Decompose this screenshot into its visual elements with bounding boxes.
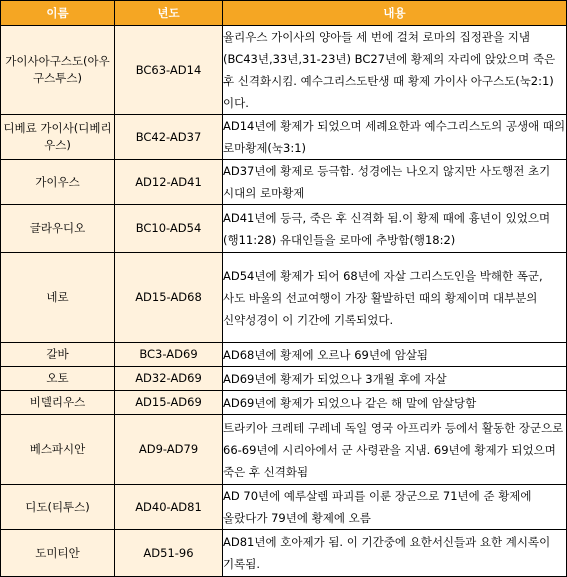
emperor-name: 비델리우스 bbox=[1, 391, 115, 415]
header-row bbox=[1, 1, 567, 26]
emperor-years: AD15-AD68 bbox=[115, 253, 223, 343]
header-description: 내용 bbox=[223, 1, 567, 26]
table-row bbox=[1, 343, 567, 367]
table-row bbox=[1, 485, 567, 530]
emperor-name: 오토 bbox=[1, 367, 115, 391]
emperor-name: 디베료 가이사(디베리우스) bbox=[1, 115, 115, 160]
emperor-years: AD9-AD79 bbox=[115, 415, 223, 485]
emperor-description: 율리우스 가이사의 양아들 세 번에 걸쳐 로마의 집정관을 지냄(BC43년,33년,31-23년) BC27년에 황제의 자리에 앉았으며 죽은 후 신격화시킴. 예수그리스도탄생 때 황제 가이사 아구스도(눅2:1)이다. bbox=[223, 26, 567, 115]
emperor-name: 도미티안 bbox=[1, 530, 115, 577]
emperor-years: AD51-96 bbox=[115, 530, 223, 577]
table-row bbox=[1, 160, 567, 205]
emperor-description: AD37년에 황제로 등극함. 성경에는 나오지 않지만 사도행전 초기 시대의 로마황제 bbox=[223, 160, 567, 205]
emperor-description: AD54년에 황제가 되어 68년에 자살 그리스도인을 박해한 폭군, 사도 바울의 선교여행이 가장 활발하던 때의 황제이며 대부분의 신약성경이 이 기간에 기록되었다. bbox=[223, 253, 567, 343]
table-row bbox=[1, 530, 567, 577]
table-row bbox=[1, 205, 567, 253]
emperor-years: AD15-AD69 bbox=[115, 391, 223, 415]
emperor-years: BC3-AD69 bbox=[115, 343, 223, 367]
emperor-description: AD41년에 등극, 죽은 후 신격화 됨.이 황제 때에 흉년이 있었으며(행11:28) 유대인들을 로마에 추방함(행18:2) bbox=[223, 205, 567, 253]
table-row bbox=[1, 253, 567, 343]
emperor-name: 디도(티투스) bbox=[1, 485, 115, 530]
table-row bbox=[1, 115, 567, 160]
emperor-description: AD 70년에 예루살렘 파괴를 이룬 장군으로 71년에 준 황제에 올랐다가 79년에 황제에 오름 bbox=[223, 485, 567, 530]
emperor-name: 네로 bbox=[1, 253, 115, 343]
table-row bbox=[1, 415, 567, 485]
emperor-years: BC42-AD37 bbox=[115, 115, 223, 160]
emperor-years: BC63-AD14 bbox=[115, 26, 223, 115]
emperor-years: AD40-AD81 bbox=[115, 485, 223, 530]
emperor-name: 가이사아구스도(아우구스투스) bbox=[1, 26, 115, 115]
emperor-description: AD69년에 황제가 되었으나 3개월 후에 자살 bbox=[223, 367, 567, 391]
emperor-description: AD68년에 황제에 오르나 69년에 암살됨 bbox=[223, 343, 567, 367]
header-years: 년도 bbox=[115, 1, 223, 26]
emperor-years: AD32-AD69 bbox=[115, 367, 223, 391]
emperor-name: 가이우스 bbox=[1, 160, 115, 205]
emperor-name: 갈바 bbox=[1, 343, 115, 367]
table-row bbox=[1, 26, 567, 115]
table-row bbox=[1, 391, 567, 415]
emperor-years: BC10-AD54 bbox=[115, 205, 223, 253]
table-body bbox=[1, 26, 567, 577]
header-name: 이름 bbox=[1, 1, 115, 26]
emperor-name: 베스파시안 bbox=[1, 415, 115, 485]
emperor-description: AD69년에 황제가 되었으나 같은 해 말에 암살당함 bbox=[223, 391, 567, 415]
emperor-description: AD81년에 호아제가 됨. 이 기간중에 요한서신들과 요한 계시록이 기록됨. bbox=[223, 530, 567, 577]
emperor-name: 글라우디오 bbox=[1, 205, 115, 253]
emperor-description: 트라키아 크레테 구레네 독일 영국 아프리카 등에서 활동한 장군으로 66-69년에 시리아에서 군 사령관을 지냄. 69년에 황제가 되었으며 죽은 후 신격화됨 bbox=[223, 415, 567, 485]
emperor-years: AD12-AD41 bbox=[115, 160, 223, 205]
emperor-description: AD14년에 황제가 되었으며 세례요한과 예수그리스도의 공생애 때의 로마황제(눅3:1) bbox=[223, 115, 567, 160]
table-row bbox=[1, 367, 567, 391]
